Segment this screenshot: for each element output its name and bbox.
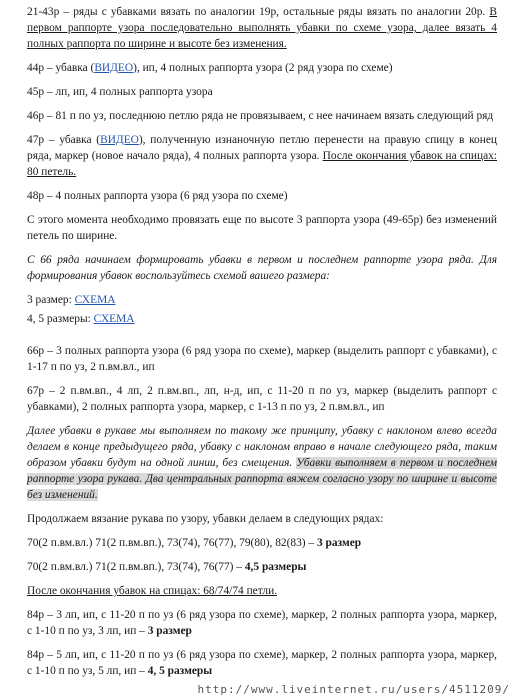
scheme-link-size-4-5[interactable]: СХЕМА	[93, 313, 135, 325]
paragraph-decrease-principle	[27, 423, 497, 503]
rows-size-3	[27, 535, 497, 551]
video-link[interactable]: ВИДЕО	[94, 62, 134, 74]
size-label: 3 размер	[147, 625, 192, 637]
text: 44р – убавка (	[27, 62, 95, 74]
video-link[interactable]: ВИДЕО	[100, 134, 139, 146]
text: 70(2 п.вм.вл.) 71(2 п.вм.вп.), 73(74), 76(77) –	[27, 561, 245, 573]
paragraph-row-84-size-3	[27, 607, 497, 639]
paragraph-repeat-note: С этого момента необходимо провязать еще по высоте 3 раппорта узора (49-65р) без изменений петель по ширине.	[27, 214, 497, 242]
paragraph-row-47	[27, 132, 497, 180]
size-label: 4, 5 размеры	[147, 665, 213, 677]
rows-size-4-5	[27, 559, 497, 575]
underlined-text: В первом раппорте узора последовательно выполнять убавки по схеме узора, далее вязать 4 полных раппорта по ширине и высоте без изменения.	[27, 6, 497, 50]
text: 4, 5 размеры:	[27, 313, 94, 325]
highlighted-text: Убавки выполняем в первом и последнем раппорте узора рукава. Два центральных раппорта вяжем согласно узору по ширине и высоте без изменений.	[27, 457, 498, 501]
text: 47р – убавка (	[27, 134, 101, 146]
paragraph-row-67: 67р – 2 п.вм.вп., 4 лп, 2 п.вм.вп., лп, н-д, ип, с 11-20 п по уз, маркер (выделить раппорт с убавками), 2 полных раппорта узора, маркер, с 1-13 п по уз, 2 п.вм.вл., ип	[27, 385, 497, 413]
paragraph-continue: Продолжаем вязание рукава по узору, убавки делаем в следующих рядах:	[27, 513, 384, 525]
text: 84р – 3 лп, ип, с 11-20 п по уз (6 ряд узора по схеме), маркер, 2 полных раппорта узора, маркер, с 1-10 п по уз, 3 лп, ип –	[27, 609, 497, 637]
size-3-scheme	[27, 292, 497, 308]
paragraph-rows-21-43	[27, 4, 497, 52]
document-body	[27, 4, 497, 687]
text: 70(2 п.вм.вл.) 71(2 п.вм.вп.), 73(74), 76(77), 79(80), 82(83) –	[27, 537, 317, 549]
underlined-text: После окончания убавок на спицах: 80 петель.	[27, 150, 497, 178]
paragraph-row-66: 66р – 3 полных раппорта узора (6 ряд узора по схеме), маркер (выделить раппорт с убавками), с 1-17 п по уз, 2 п.вм.вл., ип	[27, 345, 497, 373]
paragraph-row-48: 48р – 4 полных раппорта узора (6 ряд узора по схеме)	[27, 190, 288, 202]
text: 21-43р – ряды с убавками вязать по аналогии 19р, остальные ряды вязать по аналогии 20р.	[27, 6, 490, 18]
watermark-url: http://www.liveinternet.ru/users/4511209/	[197, 683, 510, 696]
text: ), ип, 4 полных раппорта узора (2 ряд узора по схеме)	[133, 62, 393, 74]
paragraph-row-45: 45р – лп, ип, 4 полных раппорта узора	[27, 86, 213, 98]
size-4-5-scheme	[27, 311, 497, 327]
text: Далее убавки в рукаве мы выполняем по такому же принципу, убавку с наклоном влево всегда делаем в конце предыдущего ряда, убавку с наклоном вправо в начале следующего ряда, таким образом убавки будут на одной линии, без смещения.	[27, 425, 497, 469]
paragraph-row-44	[27, 60, 497, 76]
paragraph-row-84-size-4-5	[27, 647, 497, 679]
stitch-count-note: После окончания убавок на спицах: 68/74/74 петли.	[27, 585, 278, 597]
paragraph-row-46: 46р – 81 п по уз, последнюю петлю ряда не провязываем, с нее начинаем вязать следующий ряд	[27, 110, 494, 122]
text: 84р – 5 лп, ип, с 11-20 п по уз (6 ряд узора по схеме), маркер, 2 полных раппорта узора, маркер, с 1-10 п по уз, 5 лп, ип –	[27, 649, 497, 677]
size-label: 4,5 размеры	[244, 561, 307, 573]
paragraph-decrease-intro: С 66 ряда начинаем формировать убавки в первом и последнем раппорте узора ряда. Для формирования убавок воспользуйтесь схемой вашего размера:	[27, 254, 497, 282]
text: ), полученную изнаночную петлю перенести на правую спицу в конец ряда, маркер (новое начало ряда), 4 полных раппорта узора.	[27, 134, 498, 162]
scheme-link-size-3[interactable]: СХЕМА	[74, 294, 116, 306]
text: 3 размер:	[27, 294, 75, 306]
size-label: 3 размер	[316, 537, 362, 549]
